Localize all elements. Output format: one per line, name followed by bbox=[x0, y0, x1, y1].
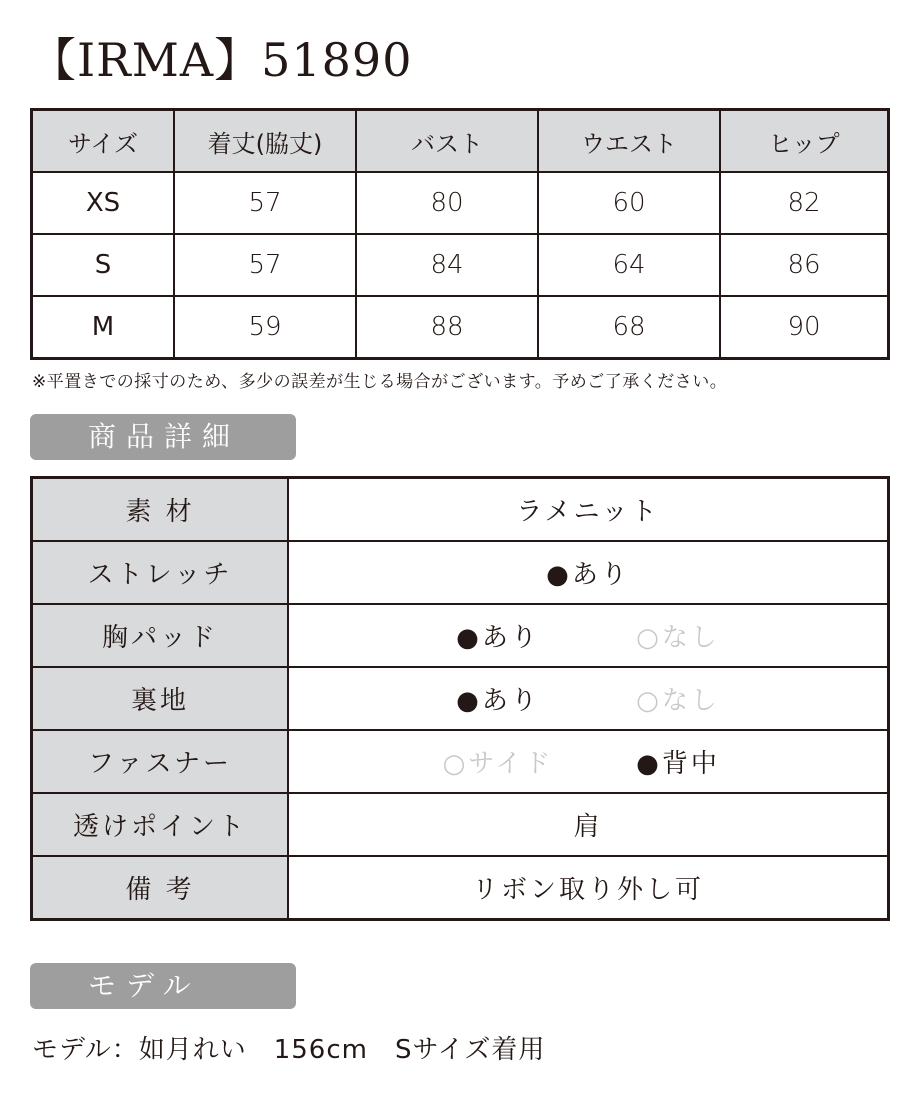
size-cell: M bbox=[32, 296, 175, 359]
option-unselected: ○なし bbox=[636, 623, 720, 653]
detail-key: ストレッチ bbox=[32, 541, 289, 604]
detail-key: 透けポイント bbox=[32, 793, 289, 856]
option-selected: ●あり bbox=[456, 686, 540, 716]
detail-key: 胸パッド bbox=[32, 604, 289, 667]
header-length: 着丈(脇丈) bbox=[174, 110, 356, 173]
detail-options bbox=[288, 604, 889, 667]
detail-row-remarks bbox=[32, 856, 889, 920]
hip-cell: 90 bbox=[720, 296, 889, 359]
detail-key: ファスナー bbox=[32, 730, 289, 793]
section-label-details: 商品詳細 bbox=[30, 414, 296, 460]
table-row bbox=[32, 172, 889, 234]
detail-row-sheer bbox=[32, 793, 889, 856]
header-size: サイズ bbox=[32, 110, 175, 173]
detail-row-lining bbox=[32, 667, 889, 730]
waist-cell: 64 bbox=[538, 234, 720, 296]
header-waist: ウエスト bbox=[538, 110, 720, 173]
size-cell: S bbox=[32, 234, 175, 296]
bust-cell: 80 bbox=[356, 172, 538, 234]
detail-value: ●あり bbox=[288, 541, 889, 604]
model-info: モデル：如月れい 156cm Sサイズ着用 bbox=[32, 1035, 546, 1065]
bust-cell: 84 bbox=[356, 234, 538, 296]
product-title: 【IRMA】51890 bbox=[30, 33, 413, 87]
hip-cell: 86 bbox=[720, 234, 889, 296]
detail-row-pad bbox=[32, 604, 889, 667]
size-table-header-row bbox=[32, 110, 889, 173]
length-cell: 59 bbox=[174, 296, 356, 359]
hip-cell: 82 bbox=[720, 172, 889, 234]
detail-row-fastener bbox=[32, 730, 889, 793]
size-cell: XS bbox=[32, 172, 175, 234]
option-unselected: ○サイド bbox=[442, 749, 554, 779]
detail-key: 備 考 bbox=[32, 856, 289, 920]
detail-options bbox=[288, 667, 889, 730]
section-label-model: モデル bbox=[30, 963, 296, 1009]
detail-value: ラメニット bbox=[288, 478, 889, 542]
table-row bbox=[32, 296, 889, 359]
option-unselected: ○なし bbox=[636, 686, 720, 716]
detail-value: 肩 bbox=[288, 793, 889, 856]
detail-options bbox=[288, 730, 889, 793]
waist-cell: 68 bbox=[538, 296, 720, 359]
detail-row-stretch bbox=[32, 541, 889, 604]
detail-row-material bbox=[32, 478, 889, 542]
option-selected: ●背中 bbox=[636, 749, 720, 779]
table-row bbox=[32, 234, 889, 296]
size-table bbox=[30, 108, 890, 360]
detail-value: リボン取り外し可 bbox=[288, 856, 889, 920]
header-bust: バスト bbox=[356, 110, 538, 173]
details-table bbox=[30, 476, 890, 921]
length-cell: 57 bbox=[174, 172, 356, 234]
detail-key: 素 材 bbox=[32, 478, 289, 542]
bust-cell: 88 bbox=[356, 296, 538, 359]
header-hip: ヒップ bbox=[720, 110, 889, 173]
option-selected: ●あり bbox=[456, 623, 540, 653]
detail-key: 裏地 bbox=[32, 667, 289, 730]
waist-cell: 60 bbox=[538, 172, 720, 234]
length-cell: 57 bbox=[174, 234, 356, 296]
measurement-note: ※平置きでの採寸のため、多少の誤差が生じる場合がございます。予めご了承ください。 bbox=[32, 372, 728, 392]
